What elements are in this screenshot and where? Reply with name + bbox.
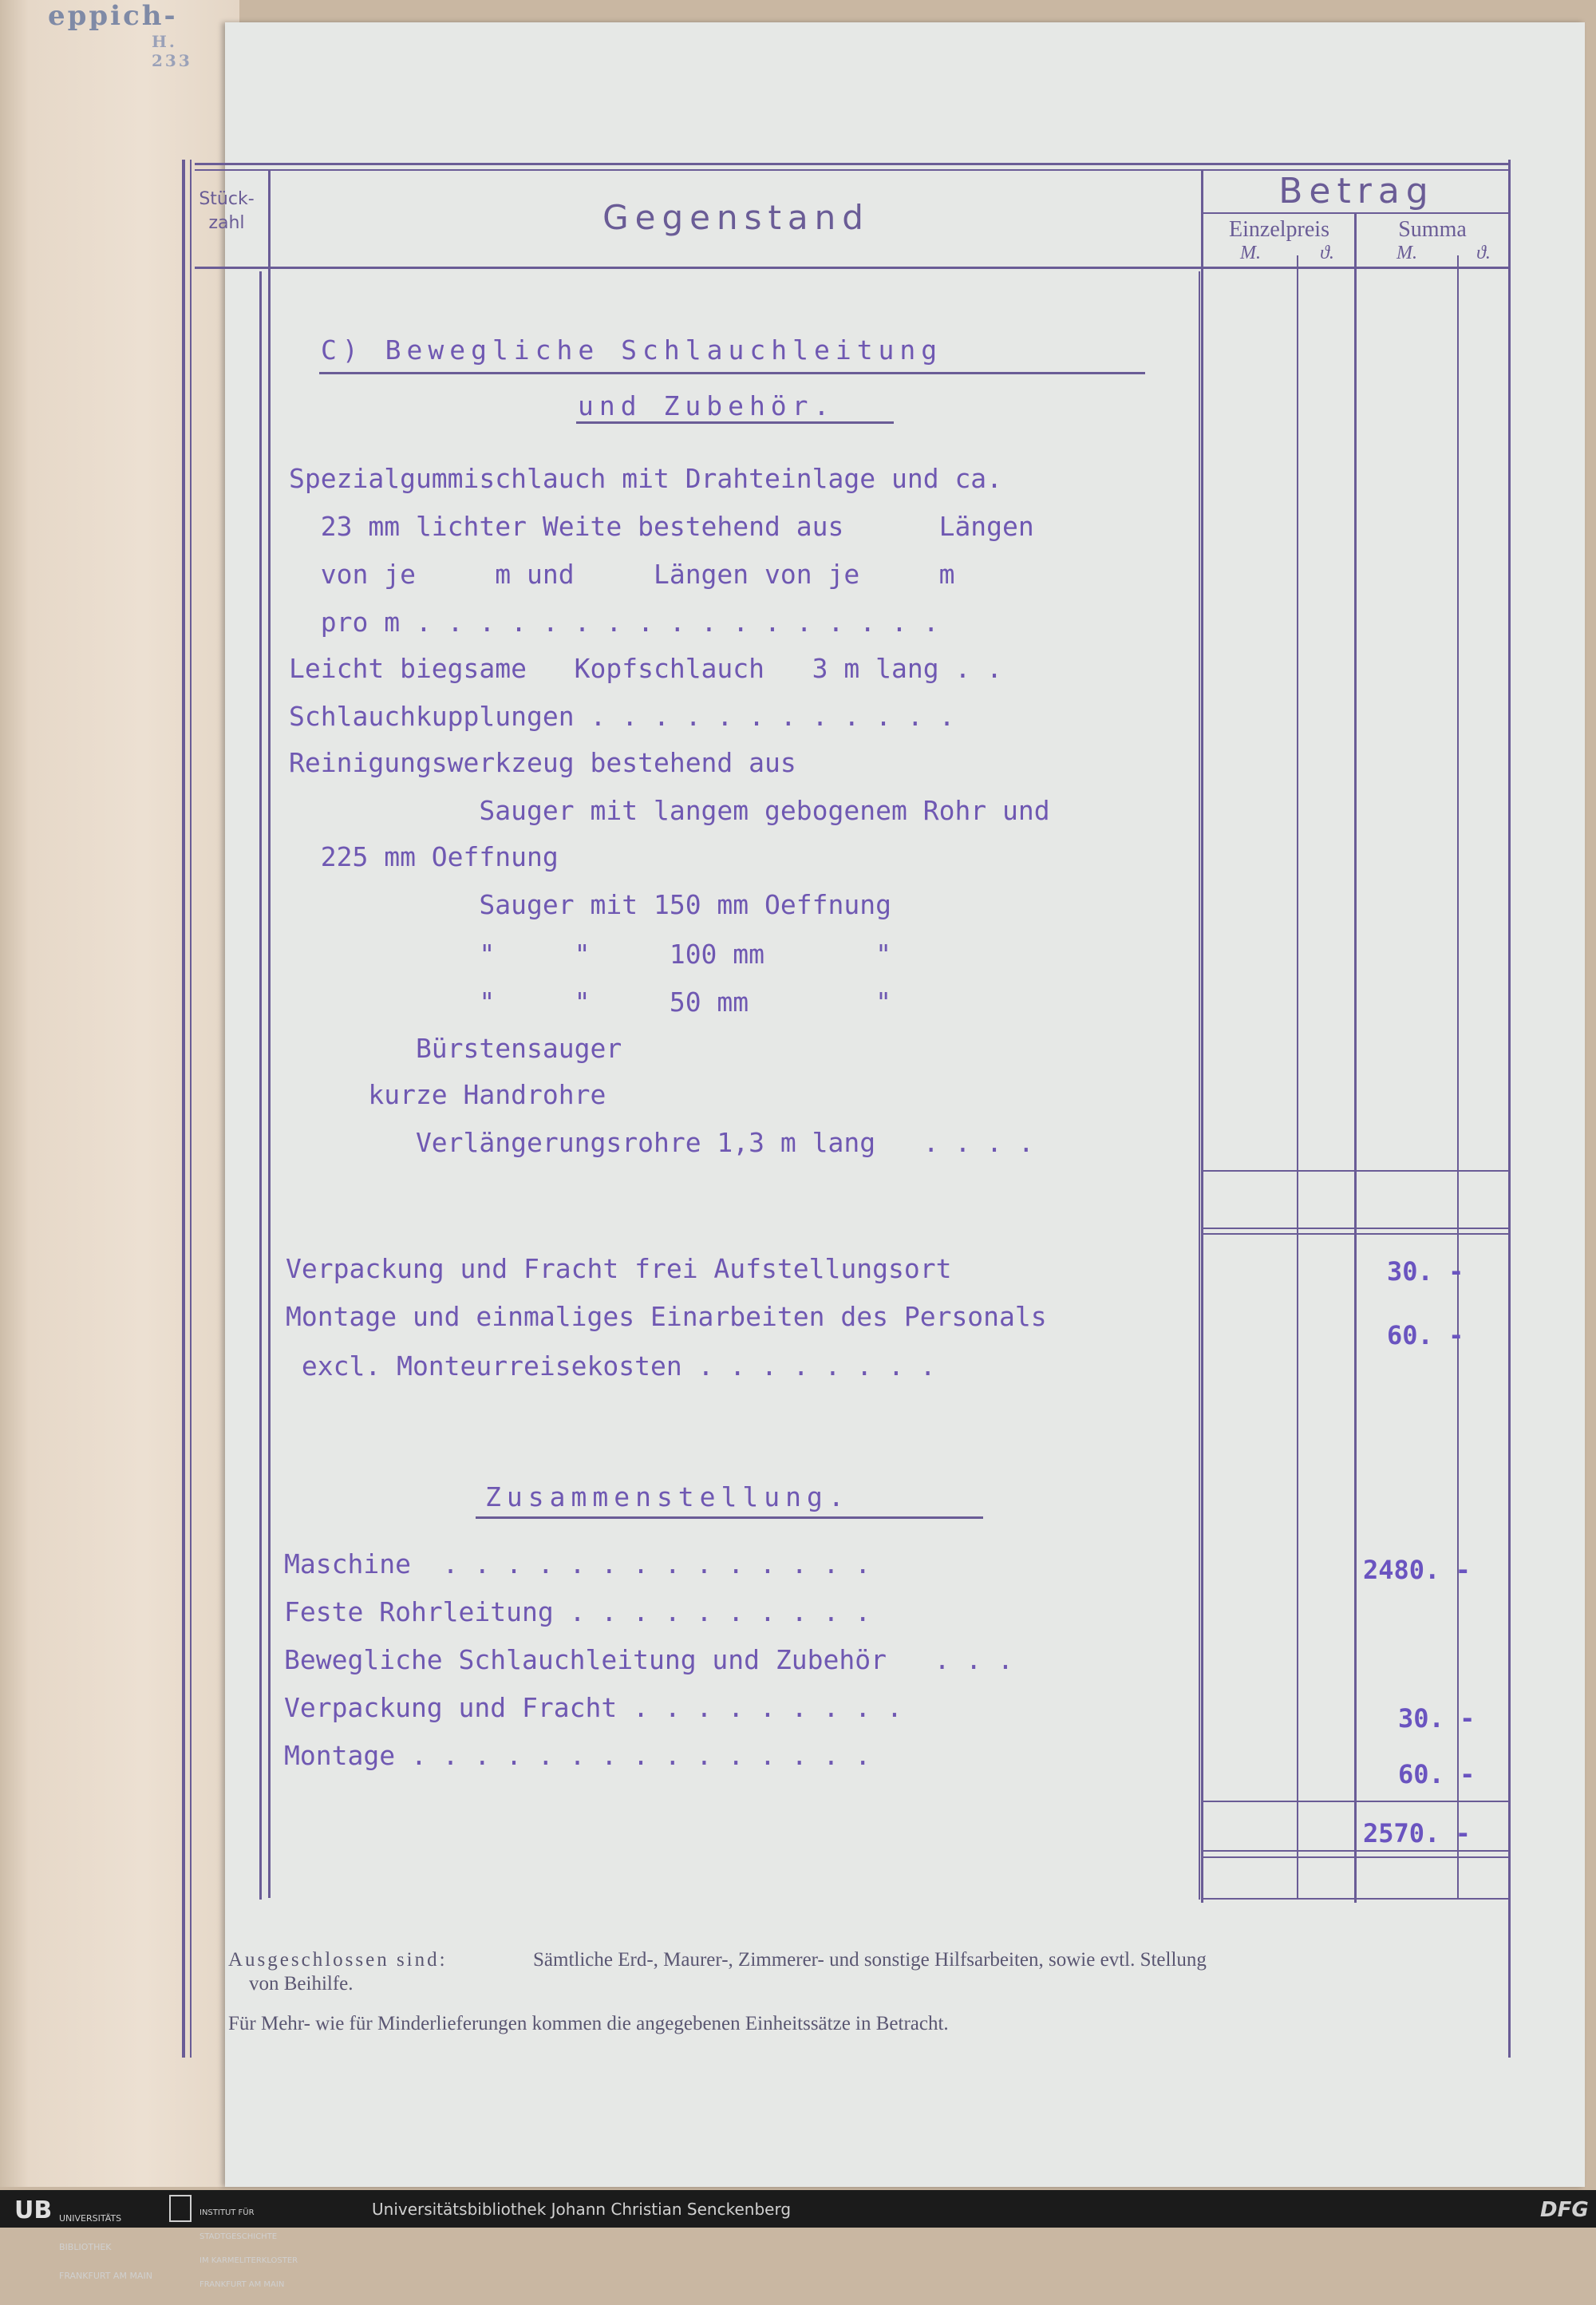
- header-quantity-line2: zahl: [208, 213, 245, 233]
- item-line: Sauger mit 150 mm Oeffnung: [289, 889, 891, 920]
- footer-excluded-label: Ausgeschlossen sind:: [228, 1949, 448, 1971]
- stamp-sub: H. 233: [152, 32, 192, 70]
- extra-line: Montage und einmaliges Einarbeiten des Personals: [286, 1301, 1047, 1332]
- isg-caption: [200, 2193, 298, 2305]
- isg-caption-1: INSTITUT FÜR: [200, 2208, 255, 2217]
- summary-label: Montage . . . . . . . . . . . . . . .: [284, 1740, 871, 1771]
- item-line: Bürstensauger: [289, 1033, 622, 1064]
- header-pf-1: ϑ.: [1320, 243, 1334, 263]
- extra-amount: 60. -: [1387, 1320, 1464, 1350]
- item-line: Verlängerungsrohre 1,3 m lang . . . .: [289, 1127, 1034, 1158]
- library-name: Universitätsbibliothek Johann Christian Senckenberg: [372, 2200, 792, 2219]
- stamp-text: eppich-: [48, 0, 178, 32]
- header-pf-2: ϑ.: [1476, 243, 1491, 263]
- header-sum: Summa: [1398, 217, 1467, 242]
- ub-caption-3: FRANKFURT AM MAIN: [59, 2271, 152, 2281]
- extra-amount: 30. -: [1387, 1256, 1464, 1287]
- item-line: Spezialgummischlauch mit Drahteinlage und ca.: [289, 463, 1003, 494]
- summary-title: Zusammenstellung.: [485, 1481, 850, 1512]
- section-c-title-line2: und Zubehör.: [578, 390, 836, 421]
- summary-amount: 2480. -: [1363, 1555, 1471, 1585]
- summary-total: 2570. -: [1363, 1818, 1471, 1848]
- ub-caption-2: BIBLIOTHEK: [59, 2242, 112, 2252]
- isg-caption-2: STADTGESCHICHTE: [200, 2232, 278, 2241]
- dfg-logo: DFG: [1540, 2198, 1589, 2222]
- ub-caption-1: UNIVERSITÄTS: [59, 2213, 122, 2224]
- header-amount: Betrag: [1278, 171, 1435, 212]
- summary-label: Verpackung und Fracht . . . . . . . . .: [284, 1692, 903, 1723]
- ub-logo-text: UB: [14, 2196, 53, 2224]
- left-page-stamp: [48, 0, 192, 70]
- extra-line: excl. Monteurreisekosten . . . . . . . .: [286, 1350, 936, 1382]
- item-line: von je m und Längen von je m: [289, 559, 955, 590]
- isg-emblem-icon: [169, 2195, 192, 2222]
- header-mark-2: M.: [1396, 243, 1417, 263]
- item-line: pro m . . . . . . . . . . . . . . . . .: [289, 607, 939, 638]
- extra-line: Verpackung und Fracht frei Aufstellungsort: [286, 1253, 952, 1284]
- item-line: Schlauchkupplungen . . . . . . . . . . . .: [289, 701, 955, 732]
- header-quantity-line1: Stück-: [199, 189, 255, 209]
- footer-excluded-text-2: von Beihilfe.: [249, 1973, 354, 1995]
- section-c-title-line1: C) Bewegliche Schlauchleitung: [321, 334, 943, 366]
- header-quantity: [195, 188, 259, 235]
- summary-label: Bewegliche Schlauchleitung und Zubehör . . .: [284, 1644, 1013, 1675]
- item-line: Sauger mit langem gebogenem Rohr und: [289, 795, 1050, 826]
- item-line: 23 mm lichter Weite bestehend aus Längen: [289, 511, 1034, 542]
- item-line: Reinigungswerkzeug bestehend aus: [289, 747, 796, 778]
- item-line: Leicht biegsame Kopfschlauch 3 m lang . .: [289, 653, 1003, 684]
- item-line: 225 mm Oeffnung: [289, 841, 559, 872]
- item-line: kurze Handrohre: [289, 1079, 606, 1110]
- footer-excluded-text: Sämtliche Erd-, Maurer-, Zimmerer- und sonstige Hilfsarbeiten, sowie evtl. Stellung: [533, 1949, 1207, 1971]
- header-unit-price: Einzelpreis: [1229, 217, 1329, 242]
- left-page: [0, 0, 239, 2187]
- summary-label: Maschine . . . . . . . . . . . . . .: [284, 1548, 871, 1579]
- item-line: " " 50 mm ": [289, 986, 891, 1018]
- header-item: Gegenstand: [602, 198, 870, 237]
- header-mark-1: M.: [1240, 243, 1261, 263]
- ub-logo-caption: [59, 2195, 152, 2300]
- footer-note: Für Mehr- wie für Minderlieferungen kommen die angegebenen Einheitssätze in Betracht.: [228, 2013, 949, 2034]
- summary-amount: 30. -: [1398, 1703, 1476, 1734]
- isg-caption-4: FRANKFURT AM MAIN: [200, 2280, 285, 2289]
- item-line: " " 100 mm ": [289, 939, 891, 970]
- isg-caption-3: IM KARMELITERKLOSTER: [200, 2256, 298, 2265]
- summary-amount: 60. -: [1398, 1759, 1476, 1789]
- summary-label: Feste Rohrleitung . . . . . . . . . .: [284, 1596, 871, 1627]
